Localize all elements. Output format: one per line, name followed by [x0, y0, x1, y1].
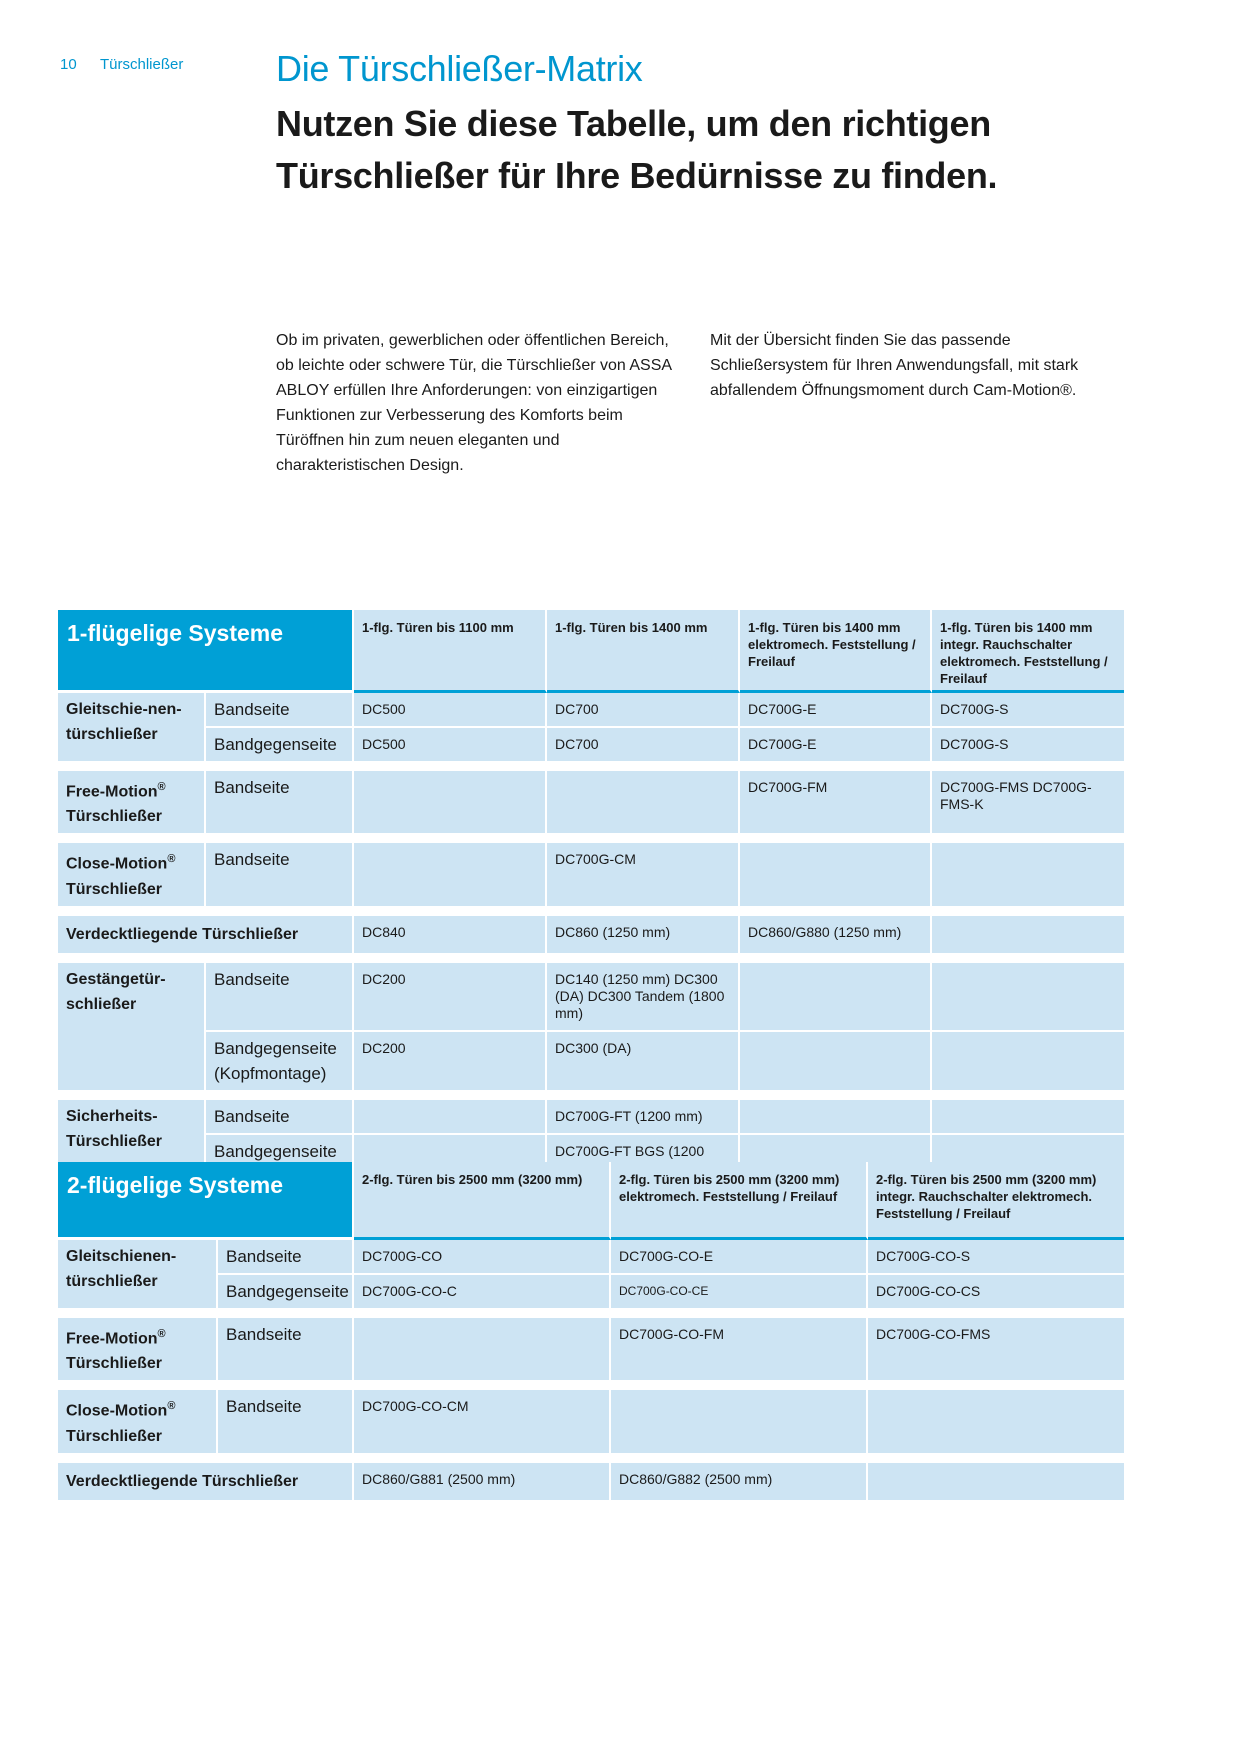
table-title: 2-flügelige Systeme	[58, 1162, 354, 1240]
table-title: 1-flügelige Systeme	[58, 610, 354, 693]
table-cell: DC700G-CO-CE	[611, 1275, 868, 1310]
side-label: Bandgegenseite	[206, 728, 354, 763]
table-cell	[354, 843, 547, 907]
page-title: Die Türschließer-Matrix	[276, 48, 643, 89]
double-leaf-matrix	[58, 1162, 1124, 1502]
table-row	[58, 1275, 1124, 1310]
column-header: 1-flg. Türen bis 1400 mm elektromech. Feststellung / Freilauf	[740, 610, 932, 693]
page-number: 10	[60, 56, 77, 73]
table-cell	[932, 843, 1124, 907]
table-cell: DC700G-CO-S	[868, 1240, 1124, 1275]
column-header: 2-flg. Türen bis 2500 mm (3200 mm) integr. Rauchschalter elektromech. Feststellung / Freilauf	[868, 1162, 1124, 1240]
table-cell: DC700G-CO-FM	[611, 1318, 868, 1382]
table-cell: DC700G-CO-C	[354, 1275, 611, 1310]
table-cell	[740, 963, 932, 1032]
category-label: Sicherheits-Türschließer	[58, 1100, 206, 1187]
table-cell: DC700G-FT (1200 mm)	[547, 1100, 740, 1135]
table-cell: DC700G-S	[932, 693, 1124, 728]
table-cell: DC500	[354, 693, 547, 728]
category-label: Gleitschienen-türschließer	[58, 1240, 218, 1310]
table-cell	[740, 1100, 932, 1135]
table-cell: DC700G-E	[740, 693, 932, 728]
table-cell	[932, 963, 1124, 1032]
side-label: Bandseite	[206, 843, 354, 907]
table-row	[58, 1240, 1124, 1275]
table-cell: DC860/G882 (2500 mm)	[611, 1463, 868, 1502]
table-cell: DC700G-FMS DC700G-FMS-K	[932, 771, 1124, 835]
table-cell	[354, 771, 547, 835]
table-cell: DC840	[354, 916, 547, 955]
side-label: Bandgegenseite (Kopfmontage)	[206, 1032, 354, 1092]
single-leaf-matrix	[58, 610, 1124, 1187]
side-label: Bandgegenseite	[218, 1275, 354, 1310]
column-header: 1-flg. Türen bis 1400 mm	[547, 610, 740, 693]
table-cell: DC700G-FM	[740, 771, 932, 835]
side-label: Bandseite	[218, 1318, 354, 1382]
table-row	[58, 728, 1124, 763]
table-cell: DC700G-E	[740, 728, 932, 763]
page-subtitle: Nutzen Sie diese Tabelle, um den richtigen Türschließer für Ihre Bedürnisse zu finden.	[276, 103, 998, 196]
table-row	[58, 1318, 1124, 1382]
category-label: Gleitschie-nen-türschließer	[58, 693, 206, 763]
table-row	[58, 1032, 1124, 1092]
side-label: Bandseite	[218, 1240, 354, 1275]
column-header: 2-flg. Türen bis 2500 mm (3200 mm) elektromech. Feststellung / Freilauf	[611, 1162, 868, 1240]
table-cell	[740, 843, 932, 907]
category-label: Free-Motion® Türschließer	[58, 1318, 218, 1382]
table-cell: DC700G-CO-CS	[868, 1275, 1124, 1310]
intro-text-left: Ob im privaten, gewerblichen oder öffentlichen Bereich, ob leichte oder schwere Tür, die Türschließer von ASSA ABLOY erfüllen Ihre Anforderungen: von einzigartigen Funktionen zur Verbesserung des Komforts beim Türöffnen hin zum neuen eleganten und charakteristischen Design.	[276, 332, 672, 474]
table-row	[58, 693, 1124, 728]
side-label: Bandseite	[206, 1100, 354, 1135]
table-cell	[354, 1318, 611, 1382]
table-cell: DC700G-S	[932, 728, 1124, 763]
table-cell	[932, 1032, 1124, 1092]
table-cell: DC700	[547, 693, 740, 728]
table-cell	[932, 1100, 1124, 1135]
table-cell: DC300 (DA)	[547, 1032, 740, 1092]
table-cell: DC140 (1250 mm) DC300 (DA) DC300 Tandem (1800 mm)	[547, 963, 740, 1032]
table-cell: DC700G-CO	[354, 1240, 611, 1275]
table-row	[58, 1463, 1124, 1502]
side-label: Bandseite	[206, 771, 354, 835]
table-cell: DC700G-CO-E	[611, 1240, 868, 1275]
table-row	[58, 843, 1124, 907]
table-row	[58, 963, 1124, 1032]
category-label: Gestängetür-schließer	[58, 963, 206, 1092]
section-label: Türschließer	[100, 56, 184, 73]
side-label: Bandgegenseite	[206, 1135, 354, 1187]
table-row	[58, 1100, 1124, 1135]
table-row	[58, 1390, 1124, 1454]
table-cell: DC860/G880 (1250 mm)	[740, 916, 932, 955]
table-cell: DC860/G881 (2500 mm)	[354, 1463, 611, 1502]
table-cell: DC500	[354, 728, 547, 763]
table-cell	[740, 1032, 932, 1092]
table-row	[58, 771, 1124, 835]
table-cell	[932, 916, 1124, 955]
column-header: 1-flg. Türen bis 1100 mm	[354, 610, 547, 693]
table-row	[58, 916, 1124, 955]
table-cell: DC200	[354, 1032, 547, 1092]
table-cell: DC700	[547, 728, 740, 763]
category-label: Close-Motion® Türschließer	[58, 1390, 218, 1454]
category-label: Verdecktliegende Türschließer	[58, 1463, 354, 1502]
table-cell: DC700G-CO-FMS	[868, 1318, 1124, 1382]
side-label: Bandseite	[206, 693, 354, 728]
category-label: Free-Motion® Türschließer	[58, 771, 206, 835]
table-cell	[868, 1390, 1124, 1454]
side-label: Bandseite	[206, 963, 354, 1032]
side-label: Bandseite	[218, 1390, 354, 1454]
column-header: 2-flg. Türen bis 2500 mm (3200 mm)	[354, 1162, 611, 1240]
table-cell: DC860 (1250 mm)	[547, 916, 740, 955]
intro-text-right: Mit der Übersicht finden Sie das passende Schließersystem für Ihren Anwendungsfall, mit stark abfallendem Öffnungsmoment durch Cam-Motion®.	[710, 332, 1079, 399]
category-label: Close-Motion® Türschließer	[58, 843, 206, 907]
table-cell	[354, 1100, 547, 1135]
table-cell	[547, 771, 740, 835]
table-cell	[611, 1390, 868, 1454]
table-cell: DC700G-CO-CM	[354, 1390, 611, 1454]
table-cell: DC200	[354, 963, 547, 1032]
table-cell	[868, 1463, 1124, 1502]
column-header: 1-flg. Türen bis 1400 mm integr. Rauchschalter elektromech. Feststellung / Freilauf	[932, 610, 1124, 693]
category-label: Verdecktliegende Türschließer	[58, 916, 354, 955]
table-cell: DC700G-CM	[547, 843, 740, 907]
table-cell: DC700G-FT BGS (1200	[547, 1135, 740, 1187]
